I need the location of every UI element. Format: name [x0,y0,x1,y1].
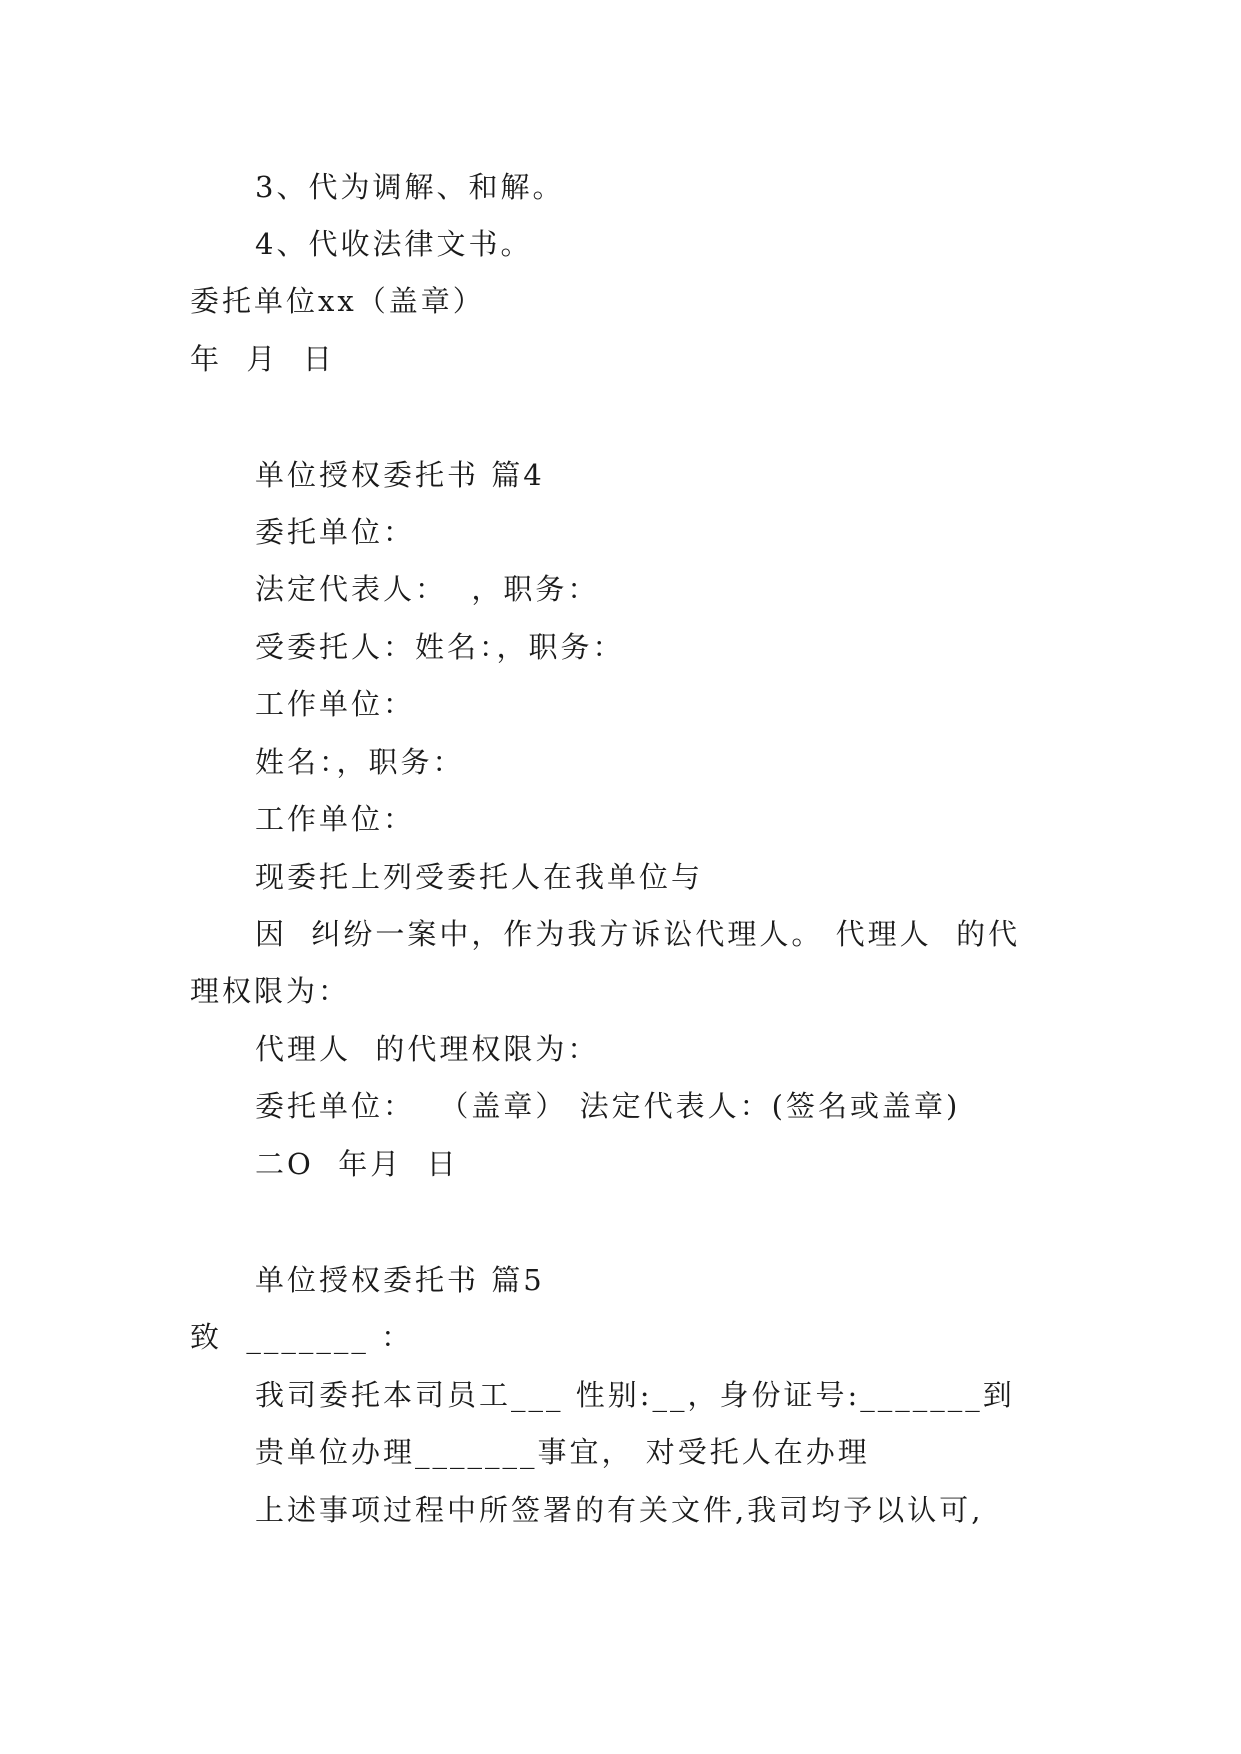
paragraph-agent-scope: 代理人 的代理权限为： [255,1032,600,1066]
field-delegating-unit: 委托单位： [255,515,416,549]
date-line-2: 二O 年月 日 [255,1147,459,1181]
delegating-unit-seal: 委托单位xx（盖章） [190,284,485,318]
paragraph-matter: 贵单位办理_______事宜， 对受托人在办理 [255,1435,870,1469]
addressee-line: 致 _______ ： [190,1320,414,1354]
item-4: 4、代收法律文书。 [255,227,533,261]
signature-line: 委托单位： （盖章） 法定代表人：(签名或盖章) [255,1089,961,1123]
field-work-unit-2: 工作单位： [255,802,416,836]
paragraph-employee: 我司委托本司员工___ 性别:__，身份证号:_______到 [255,1378,1015,1412]
section-title-5: 单位授权委托书 篇5 [255,1263,545,1297]
field-name-position: 姓名：，职务： [255,745,465,779]
field-work-unit-1: 工作单位： [255,687,416,721]
paragraph-dispute-cont: 理权限为： [190,974,351,1008]
date-line: 年 月 日 [190,342,335,376]
paragraph-entrust: 现委托上列受委托人在我单位与 [255,860,704,894]
item-3: 3、代为调解、和解。 [255,170,565,204]
field-trustee: 受委托人：姓名：，职务： [255,630,625,664]
paragraph-dispute: 因 纠纷一案中，作为我方诉讼代理人。 代理人 的代 [255,917,1021,951]
field-legal-representative: 法定代表人： ，职务： [255,572,600,606]
paragraph-recognition: 上述事项过程中所签署的有关文件,我司均予以认可, [255,1493,984,1527]
section-title-4: 单位授权委托书 篇4 [255,458,545,492]
